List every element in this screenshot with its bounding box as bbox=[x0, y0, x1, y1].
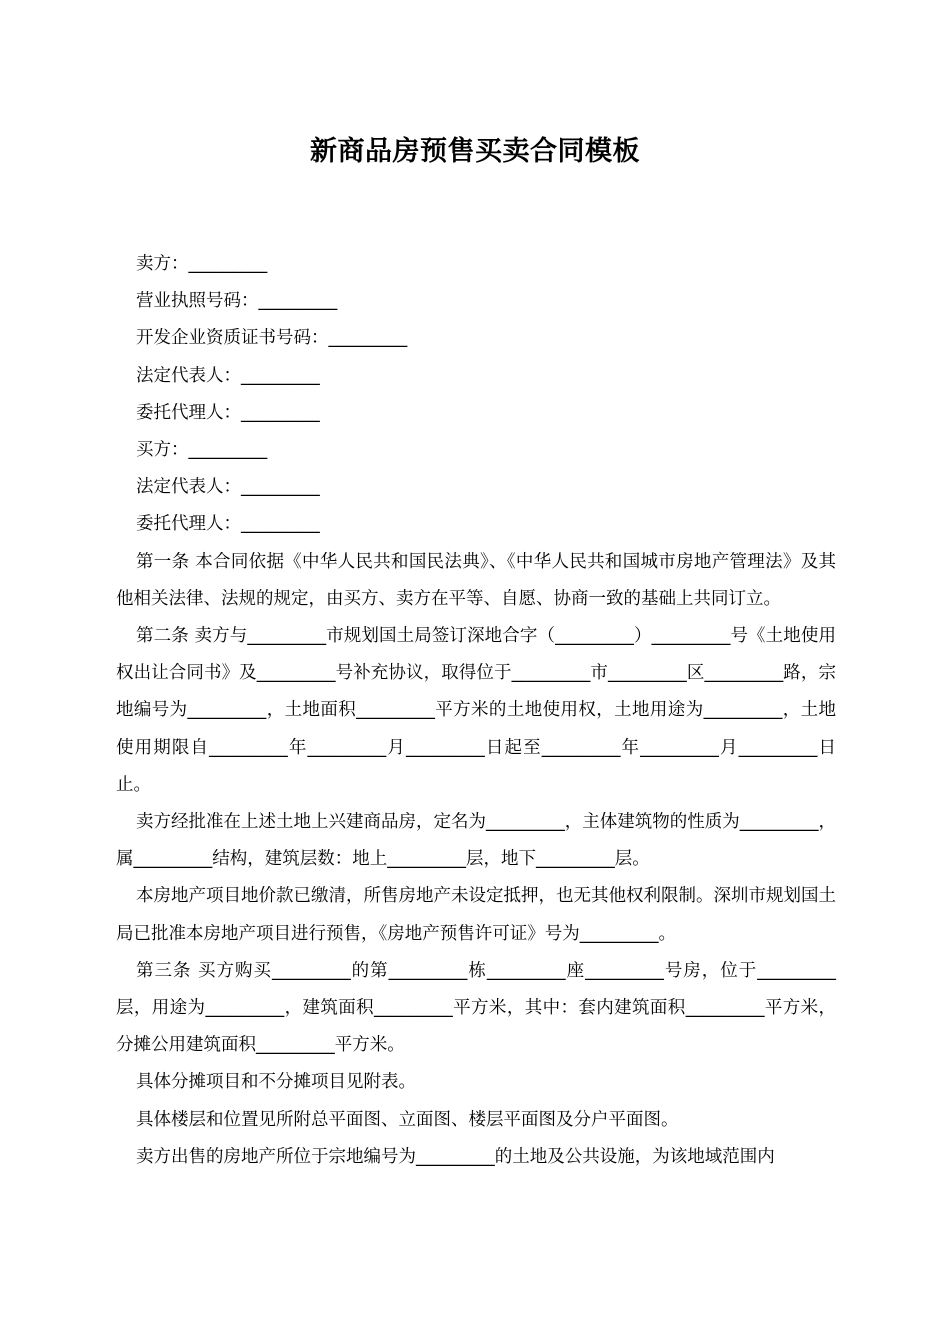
article-1: 第一条 本合同依据《中华人民共和国民法典》、《中华人民共和国城市房地产管理法》及其他相关法律、法规的规定，由买方、卖方在平等、自愿、协商一致的基础上共同订立。 bbox=[116, 551, 836, 609]
party-business-license: 营业执照号码：_________ bbox=[136, 291, 338, 312]
party-seller-agent: 委托代理人：_________ bbox=[136, 402, 320, 423]
article-2: 第二条 卖方与_________市规划国土局签订深地合字（_________）_________号《土地使用权出让合同书》及_________号补充协议，取得位于_________市_________区_________路，宗地编号为_________，土地面积_________平方米的土地使用权，土地用途为_________，土地使用期限自_________年_________月_________日起至_________年_________月_________日止。 bbox=[116, 626, 836, 795]
article-2-construction: 卖方经批准在上述土地上兴建商品房，定名为_________，主体建筑物的性质为_________，属_________结构，建筑层数：地上_________层，地下_________层。 bbox=[116, 812, 836, 870]
article-3-floor-plans: 具体楼层和位置见所附总平面图、立面图、楼层平面图及分户平面图。 bbox=[136, 1109, 679, 1130]
party-buyer-legal-rep: 法定代表人：_________ bbox=[136, 477, 320, 498]
document-title: 新商品房预售买卖合同模板 bbox=[310, 136, 640, 167]
article-3-land: 卖方出售的房地产所位于宗地编号为_________的土地及公共设施，为该地域范围内 bbox=[136, 1146, 775, 1167]
document-body bbox=[116, 246, 836, 1176]
party-qualification-cert: 开发企业资质证书号码：_________ bbox=[136, 328, 408, 349]
article-2-presale: 本房地产项目地价款已缴清，所售房地产未设定抵押，也无其他权利限制。深圳市规划国土局已批准本房地产项目进行预售，《房地产预售许可证》号为_________。 bbox=[116, 886, 836, 944]
party-seller-legal-rep: 法定代表人：_________ bbox=[136, 365, 320, 386]
party-buyer: 买方：_________ bbox=[136, 440, 268, 461]
article-3: 第三条 买方购买_________的第_________栋_________座_________号房，位于_________层，用途为_________，建筑面积_________平方米，其中：套内建筑面积_________平方米，分摊公用建筑面积_________平方米。 bbox=[116, 960, 836, 1056]
party-buyer-agent: 委托代理人：_________ bbox=[136, 514, 320, 535]
article-3-allocation: 具体分摊项目和不分摊项目见附表。 bbox=[136, 1072, 416, 1093]
party-seller: 卖方：_________ bbox=[136, 254, 268, 274]
